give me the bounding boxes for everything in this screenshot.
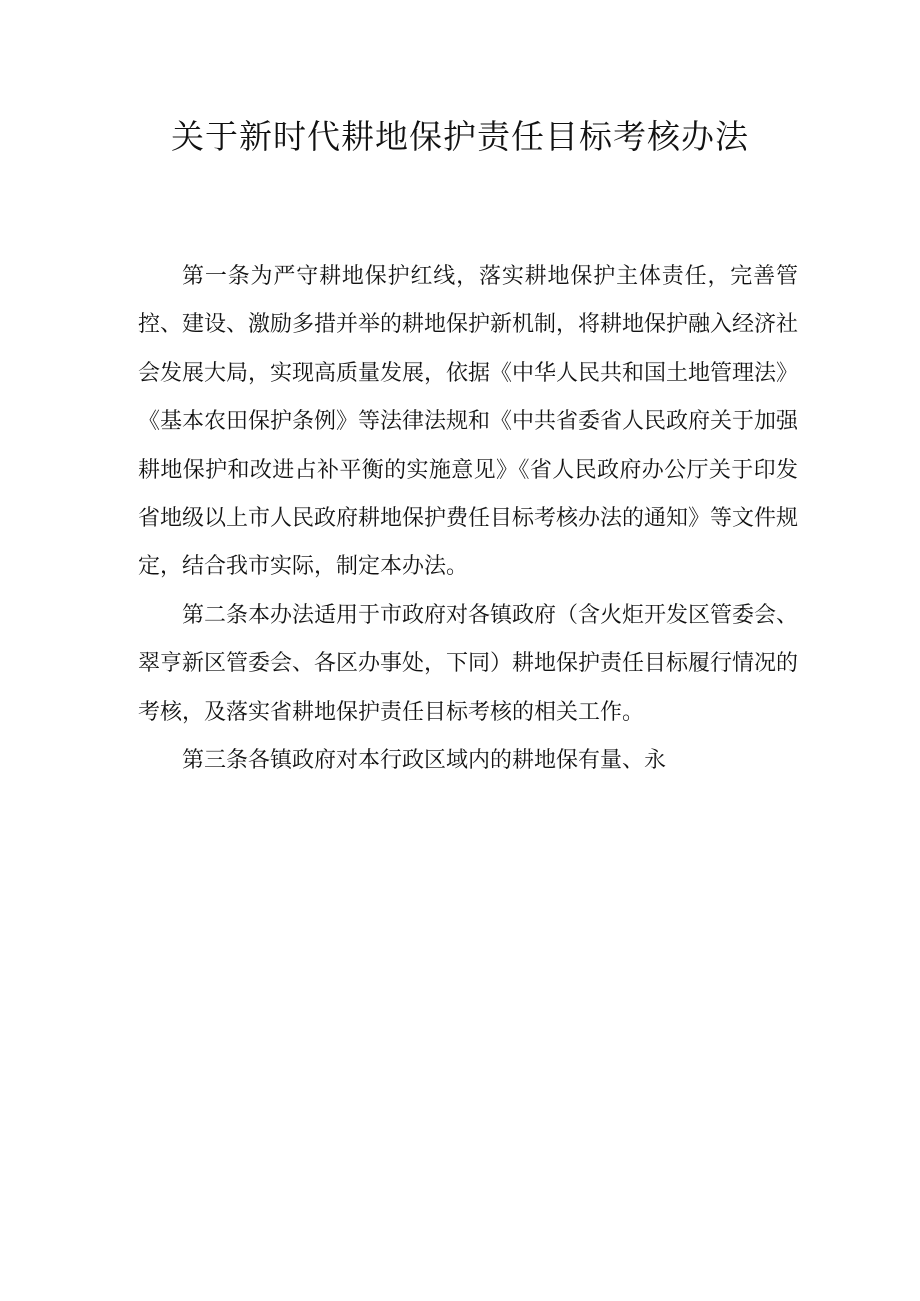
article-3-paragraph: 第三条各镇政府对本行政区域内的耕地保有量、永: [182, 748, 667, 774]
document-title: 关于新时代耕地保护责任目标考核办法: [171, 117, 749, 156]
article-2-paragraph: 第二条本办法适用于市政府对各镇政府（含火炬开发区管委会、翠亨新区管委会、各区办事处，下同）耕地保护责任目标履行情况的考核，及落实省耕地保护责任目标考核的相关工作。: [138, 602, 799, 725]
document-body: [138, 253, 798, 785]
article-1-paragraph: 第一条为严守耕地保护红线，落实耕地保护主体责任，完善管控、建设、激励多措并举的耕地保护新机制，将耕地保护融入经济社会发展大局，实现高质量发展，依据《中华人民共和国土地管理法》《基本农田保护条例》等法律法规和《中共省委省人民政府关于加强耕地保护和改进占补平衡的实施意见》《省人民政府办公厅关于印发省地级以上市人民政府耕地保护费任目标考核办法的通知》等文件规定，结合我市实际，制定本办法。: [138, 264, 799, 580]
